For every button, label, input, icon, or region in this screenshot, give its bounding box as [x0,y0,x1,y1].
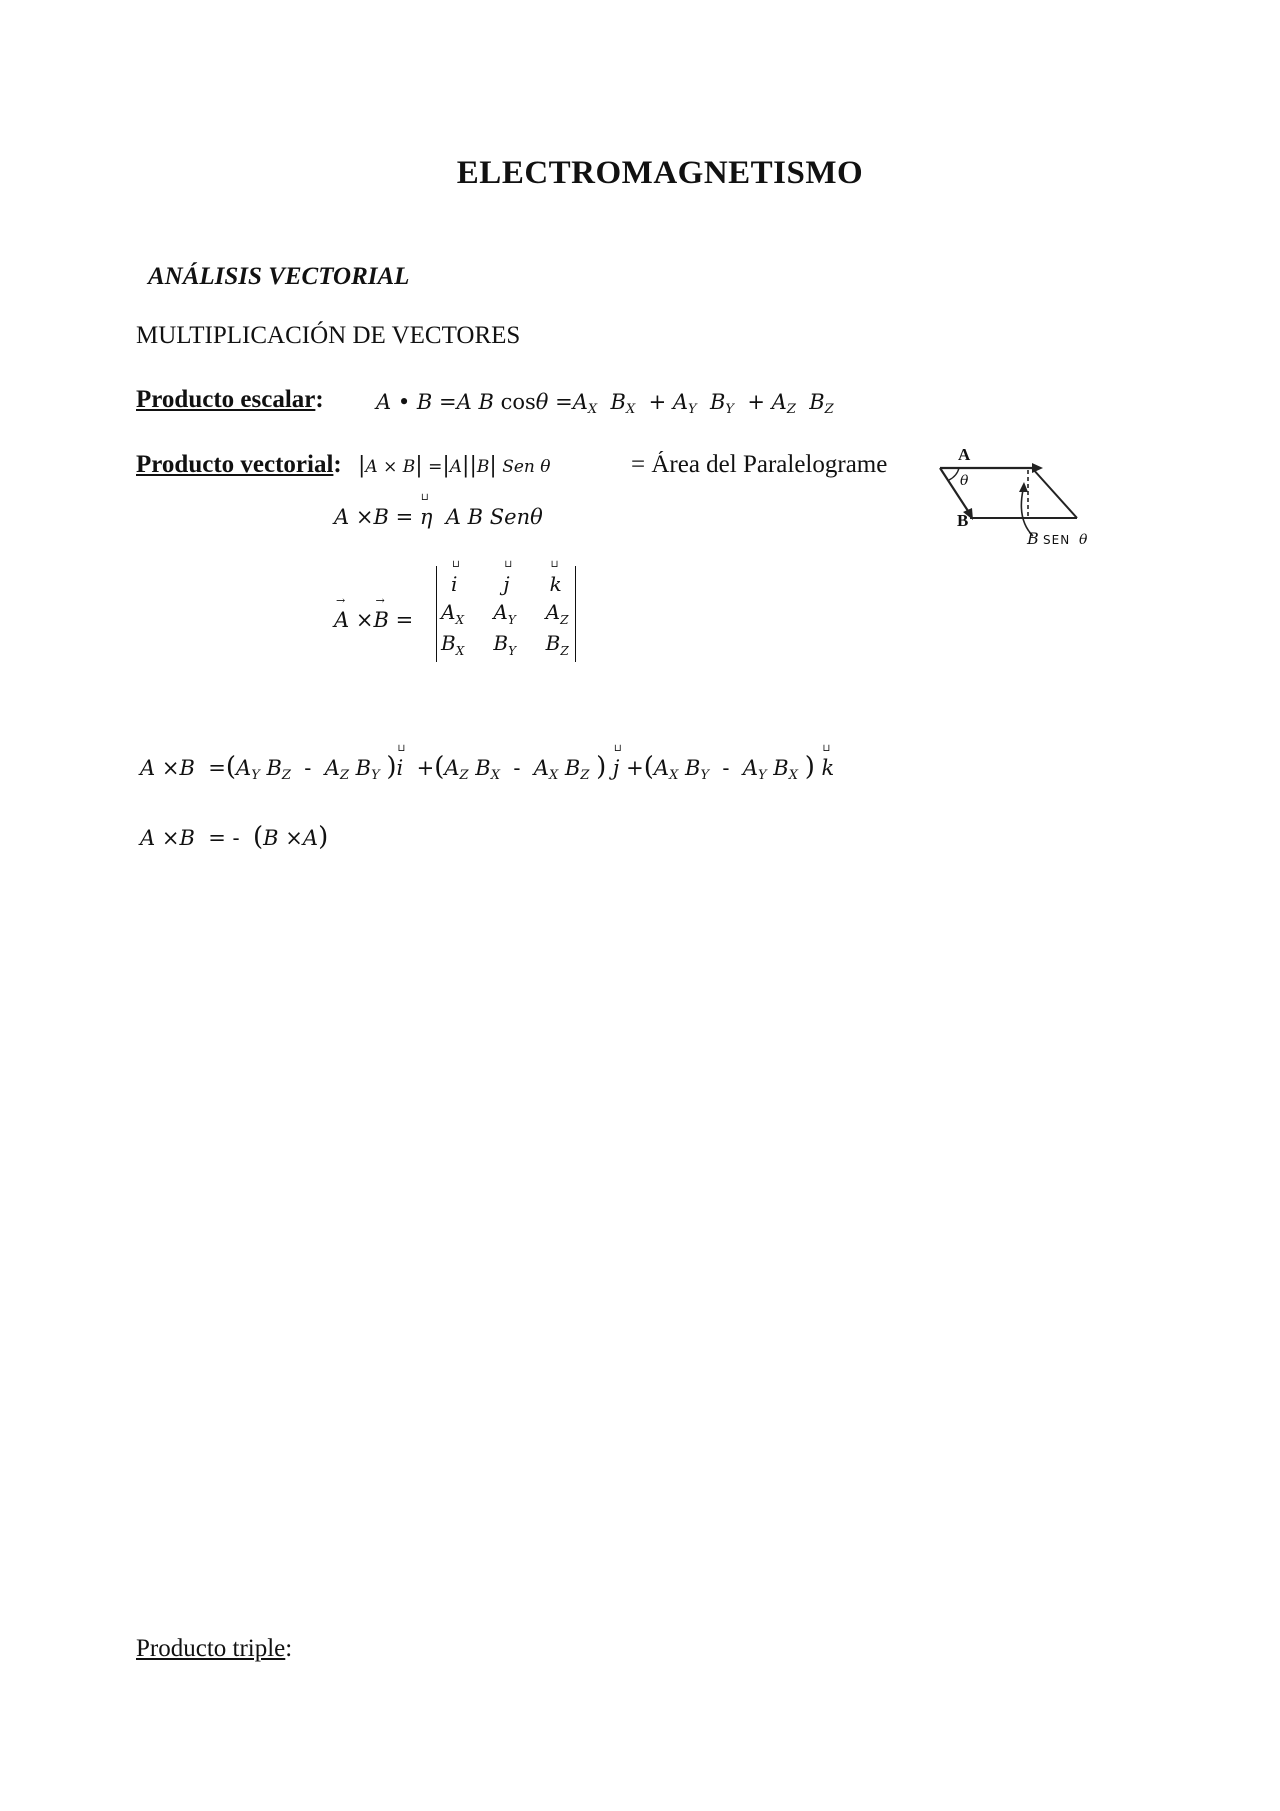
scalar-product-label-row [136,386,324,414]
scalar-product-label: Producto escalar [136,386,316,413]
figure-label-sen: SEN [1043,533,1071,547]
determinant-matrix: ⊔ i ⊔ j ⊔ k $A_X$ $A_Y$ $A_Z$ $B_X$ $B_Y$ $B_Z$ [436,566,576,662]
subsection-heading: MULTIPLICACIÓN DE VECTORES [136,322,521,349]
vector-product-unit-formula: A ×B = ⊔ η A B Senθ [334,492,543,529]
figure-label-b: B [957,511,969,530]
scalar-product-formula: A • B =A B $\cos\theta =A_X$ $B_X + A_Y$ $B_Y + A_Z$ $B_Z$ [376,390,834,417]
page-title: ELECTROMAGNETISMO [456,155,864,191]
vector-product-colon: : [333,451,342,478]
parallelogram-area-text: = Área del Paralelograme [631,451,888,478]
vector-product-label: Producto vectorial [136,451,334,478]
vector-product-label-row [136,451,342,479]
figure-label-theta: θ [960,473,969,489]
triple-product-label: Producto triple [136,1635,286,1662]
triple-product-label-row [136,1635,292,1663]
determinant-lhs: → A × → B = [334,594,414,632]
cross-product-expansion: $A \times B =(A_Y$ $B_Z - A_Z$ $B_Y$ ) ⊔ $i +(A_Z$ $B_X - A_X$ $B_Z$ ) ⊔ $j +(A_X$ $B_Y - A_Y$ $B_X$ ) ⊔ k [140,743,835,783]
triple-product-colon: : [285,1635,293,1662]
anticommutative-formula: A ×B = - (B ×A) [140,822,329,852]
scalar-product-colon: : [315,386,324,413]
vector-a-arrowhead [1032,463,1043,473]
figure-label-a: A [958,445,971,464]
vector-product-magnitude-formula: |A × B| =|A||B| Sen θ [358,453,551,478]
figure-label-bsen: B [1027,529,1039,548]
figure-label-theta2: θ [1079,532,1088,548]
parallelogram-figure [905,440,1105,555]
section-heading: ANÁLISIS VECTORIAL [148,263,410,290]
